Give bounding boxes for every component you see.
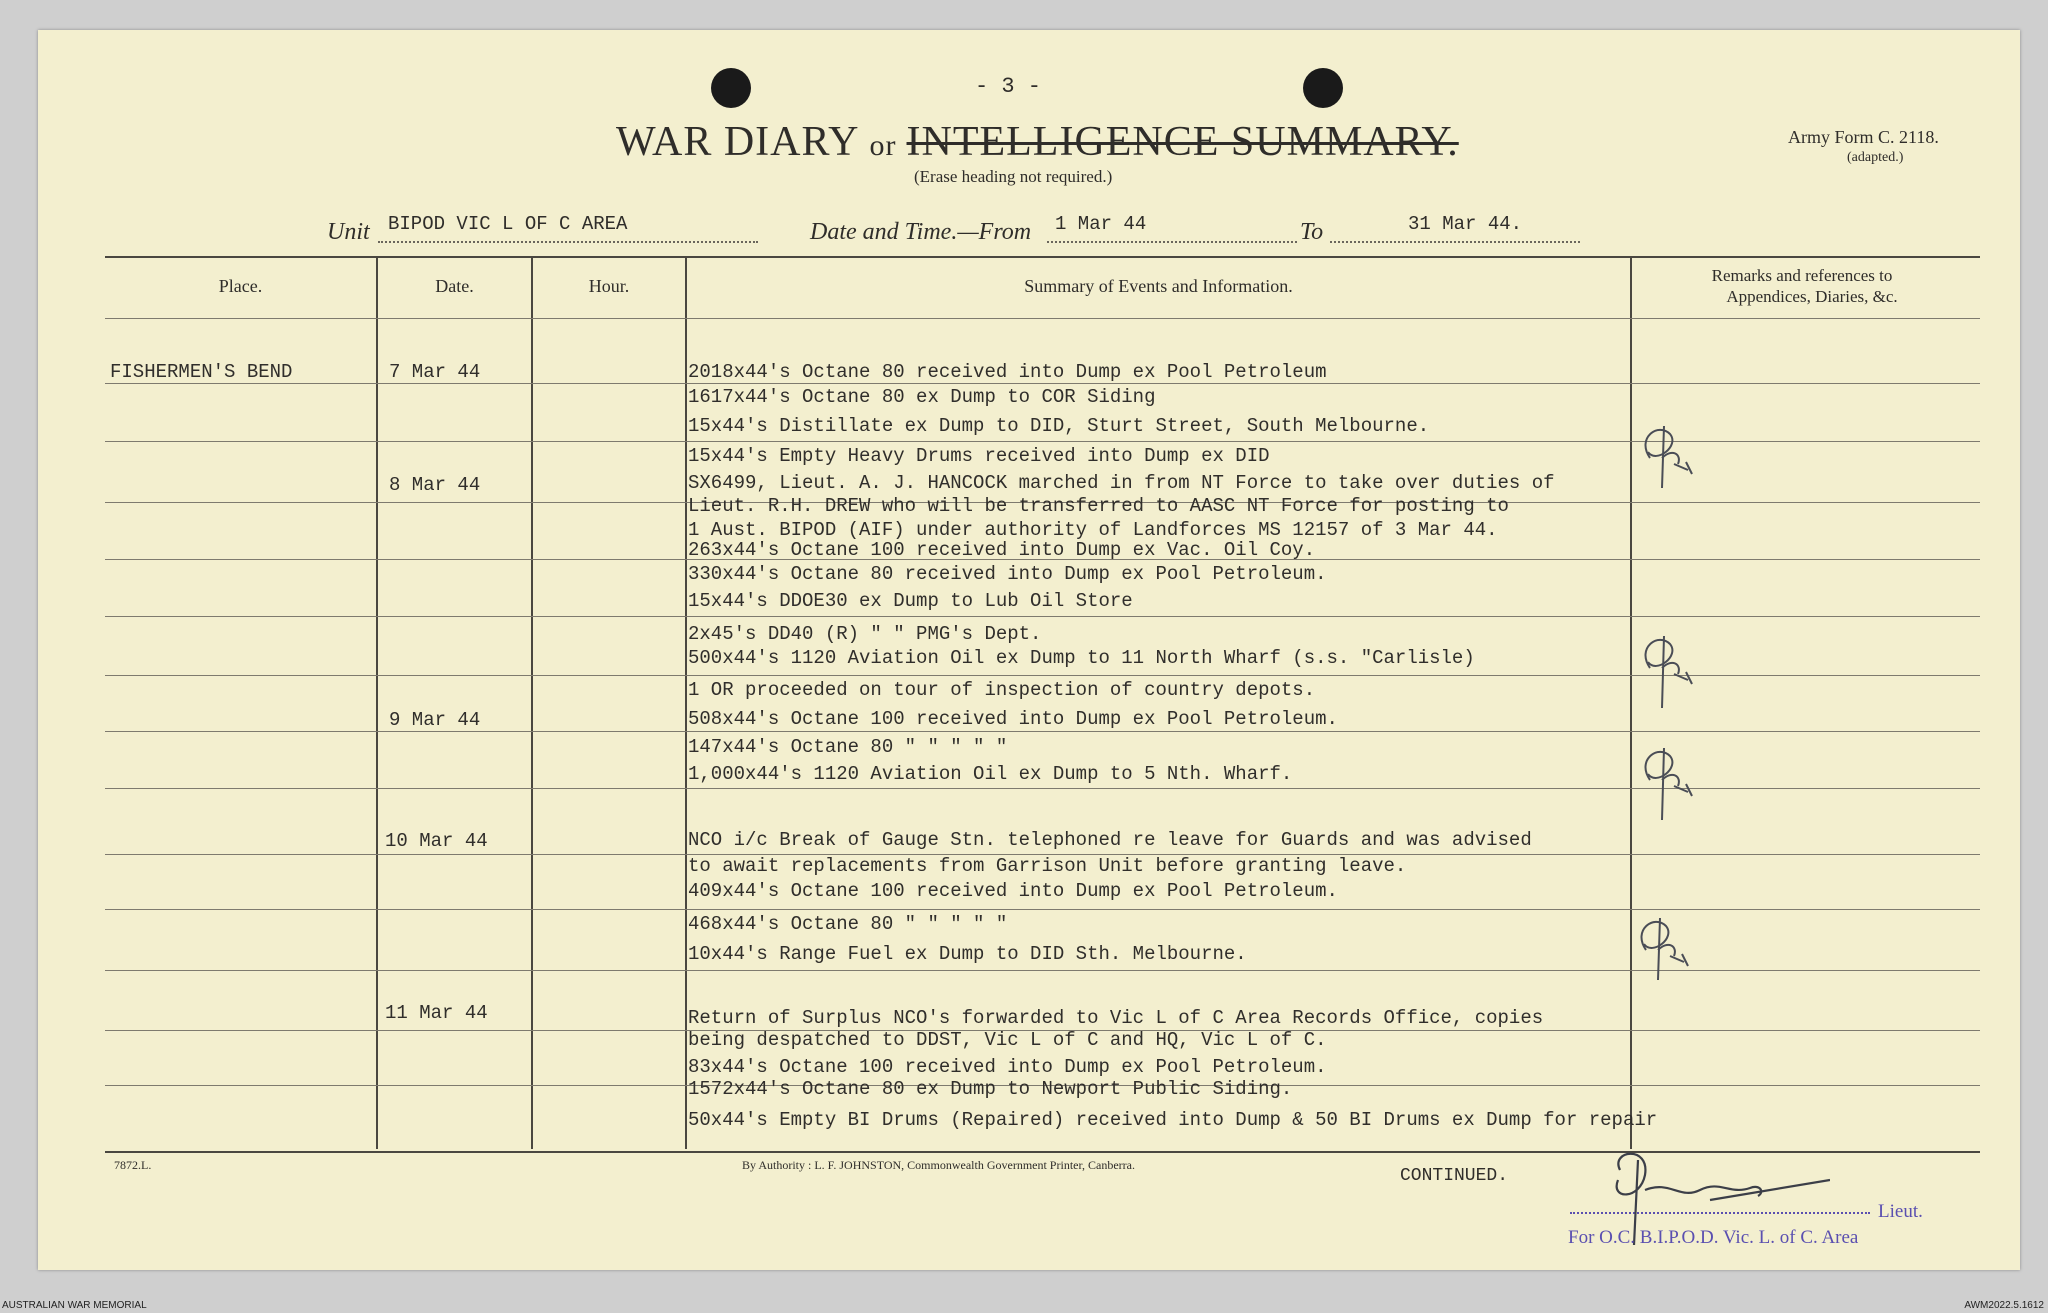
diary-entry: SX6499, Lieut. A. J. HANCOCK marched in from NT Force to take over duties of (688, 472, 1555, 494)
erase-note: (Erase heading not required.) (914, 167, 1113, 186)
title-struck: INTELLIGENCE SUMMARY. (906, 119, 1459, 165)
diary-entry: 508x44's Octane 100 received into Dump ex Pool Petroleum. (688, 708, 1338, 730)
divider-place-date (376, 256, 378, 1149)
unit-label: Unit (327, 219, 370, 245)
date-entry: 9 Mar 44 (389, 709, 481, 731)
diary-entry: 147x44's Octane 80 " " " " " (688, 736, 1008, 758)
diary-entry: 1 OR proceeded on tour of inspection of country depots. (688, 679, 1316, 701)
place-name: FISHERMEN'S BEND (110, 361, 293, 383)
unit-value: BIPOD VIC L OF C AREA (388, 213, 628, 235)
date-entry: 7 Mar 44 (389, 361, 481, 383)
diary-entry: 2x45's DD40 (R) " " PMG's Dept. (688, 623, 1042, 645)
diary-entry: 1572x44's Octane 80 ex Dump to Newport Public Siding. (688, 1078, 1293, 1100)
title-or: or (869, 129, 897, 162)
col-date: Date. (435, 276, 474, 296)
diary-entry: 409x44's Octane 100 received into Dump ex Pool Petroleum. (688, 880, 1338, 902)
diary-entry: 468x44's Octane 80 " " " " " (688, 913, 1008, 935)
army-form-adapted: (adapted.) (1847, 150, 1904, 165)
date-entry: 8 Mar 44 (389, 474, 481, 496)
diary-entry: 83x44's Octane 100 received into Dump ex Pool Petroleum. (688, 1056, 1327, 1078)
divider-date-hour (531, 256, 533, 1149)
date-label: Date and Time.—From (810, 219, 1032, 245)
col-summary: Summary of Events and Information. (1024, 276, 1293, 296)
form-number: 7872.L. (114, 1158, 152, 1172)
diary-entry: 15x44's Empty Heavy Drums received into Dump ex DID (688, 445, 1270, 467)
continued-label: CONTINUED. (1400, 1166, 1509, 1186)
form-title (616, 118, 1459, 166)
row-rule (105, 731, 1980, 732)
officer-stamp: For O.C. B.I.P.O.D. Vic. L. of C. Area (1568, 1227, 1859, 1248)
diary-entry: 263x44's Octane 100 received into Dump ex Vac. Oil Coy. (688, 539, 1316, 561)
diary-entry: 15x44's Distillate ex Dump to DID, Sturt Street, South Melbourne. (688, 415, 1430, 437)
to-label: To (1300, 219, 1324, 245)
diary-entry: NCO i/c Break of Gauge Stn. telephoned re leave for Guards and was advised (688, 829, 1532, 851)
punch-hole-right (1303, 68, 1343, 108)
printer-authority: By Authority : L. F. JOHNSTON, Commonwealth Government Printer, Canberra. (742, 1158, 1135, 1172)
diary-entry: 2018x44's Octane 80 received into Dump ex Pool Petroleum (688, 361, 1327, 383)
initials-signature (1628, 628, 1708, 718)
diary-entry: 1,000x44's 1120 Aviation Oil ex Dump to 5 Nth. Wharf. (688, 763, 1293, 785)
page-number: - 3 - (975, 74, 1042, 99)
date-entry: 11 Mar 44 (385, 1002, 488, 1024)
initials-signature (1624, 910, 1704, 990)
col-remarks-line1: Remarks and references to (1711, 266, 1893, 285)
archive-caption-right: AWM2022.5.1612 (1964, 1300, 2044, 1311)
initials-signature (1628, 418, 1708, 498)
col-place: Place. (218, 276, 263, 296)
divider-hour-summary (685, 256, 687, 1149)
row-rule (105, 616, 1980, 617)
date-from: 1 Mar 44 (1055, 213, 1147, 235)
col-hour: Hour. (588, 276, 630, 296)
diary-entry: being despatched to DDST, Vic L of C and HQ, Vic L of C. (688, 1029, 1327, 1051)
diary-entry: 15x44's DDOE30 ex Dump to Lub Oil Store (688, 590, 1133, 612)
title-main: WAR DIARY (616, 119, 860, 165)
diary-entry: 1617x44's Octane 80 ex Dump to COR Siding (688, 386, 1156, 408)
punch-hole-left (711, 68, 751, 108)
col-remarks-line2: Appendices, Diaries, &c. (1726, 287, 1898, 306)
date-entry: 10 Mar 44 (385, 830, 488, 852)
archive-caption-left: AUSTRALIAN WAR MEMORIAL (2, 1300, 147, 1311)
row-rule (105, 383, 1980, 384)
date-from-dotted-line (1047, 241, 1297, 243)
diary-entry: Return of Surplus NCO's forwarded to Vic L of C Area Records Office, copies (688, 1007, 1544, 1029)
initials-signature (1628, 740, 1708, 830)
date-to-dotted-line (1330, 241, 1580, 243)
diary-entry: 10x44's Range Fuel ex Dump to DID Sth. Melbourne. (688, 943, 1247, 965)
rank-stamp: Lieut. (1878, 1201, 1923, 1222)
diary-entry: Lieut. R.H. DREW who will be transferred to AASC NT Force for posting to (688, 495, 1509, 517)
army-form-number: Army Form C. 2118. (1788, 127, 1939, 147)
diary-entry: 50x44's Empty BI Drums (Repaired) received into Dump & 50 BI Drums ex Dump for repair (688, 1109, 1658, 1131)
diary-entry: 1 Aust. BIPOD (AIF) under authority of Landforces MS 12157 of 3 Mar 44. (688, 519, 1498, 541)
header-rule (105, 318, 1980, 319)
diary-entry: 330x44's Octane 80 received into Dump ex Pool Petroleum. (688, 563, 1327, 585)
diary-entry: to await replacements from Garrison Unit before granting leave. (688, 855, 1407, 877)
unit-dotted-line (378, 241, 758, 243)
date-to: 31 Mar 44. (1408, 213, 1523, 235)
diary-entry: 500x44's 1120 Aviation Oil ex Dump to 11 North Wharf (s.s. "Carlisle) (688, 647, 1475, 669)
